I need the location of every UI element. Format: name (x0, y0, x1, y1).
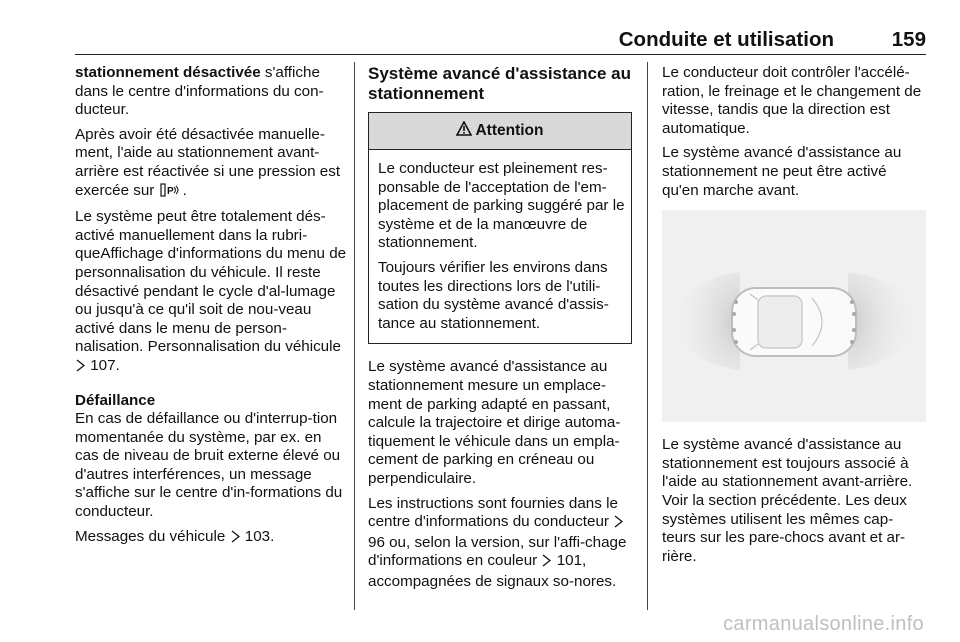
paragraph (75, 64, 347, 120)
paragraph: Toujours vérifier les environs dans toutes les directions lors de l'utili-sation du système avancé d'assis-tance au stationnement. (378, 258, 609, 332)
reference-arrow-icon (231, 530, 240, 549)
attention-body (369, 150, 631, 343)
subheading: Défaillance (75, 391, 156, 409)
paragraph: Le système avancé d'assistance au stationnement est toujours associé à l'aide au stationnement avant-arrière. Voir la section précédente. Les deux systèmes utilisent les mêmes cap-teurs sur les pare-chocs avant et ar-rière. (662, 436, 913, 565)
paragraph: Le système avancé d'assistance au stationnement ne peut être activé qu'en marche avant. (662, 144, 902, 199)
warning-triangle-icon (456, 121, 472, 142)
attention-box (368, 112, 632, 344)
column-divider (354, 62, 355, 610)
bold-term: stationnement désactivée (75, 64, 261, 81)
paragraph (75, 208, 347, 377)
section-heading: Système avancé d'assistance au stationnement (368, 64, 631, 103)
svg-text:P: P (166, 185, 174, 197)
paragraph-text: Après avoir été désactivée manuelle-ment, l'aide au stationnement avant-arrière est réactivée si une pression est exercée sur (75, 125, 341, 199)
paragraph-text: Le système peut être totalement dés-activé manuellement dans la rubri-queAffichage d'informations du menu de personnalisation du véhicule. Il reste désactivé pendant le cycle d'al-lumage ou jusqu'à ce qu'il soit de nou-veau activé dans le menu de person-nalisation. Personnalisation du véhicule (75, 208, 347, 356)
cross-reference[interactable]: 101, accompagnées de signaux so-nores. (368, 552, 617, 590)
attention-title (369, 113, 631, 150)
attention-label: Attention (475, 121, 544, 139)
paragraph-text: Les instructions sont fournies dans le centre d'informations du conducteur (368, 494, 618, 531)
cross-reference[interactable]: 107. (90, 356, 120, 374)
column-right (662, 64, 926, 572)
paragraph-text: . (182, 181, 187, 199)
reference-arrow-icon (542, 554, 551, 573)
paragraph (368, 495, 632, 592)
paragraph (75, 528, 347, 549)
cross-reference[interactable]: 96 ou, selon la version, sur l'affi-chage d'informations en couleur (368, 533, 627, 570)
paragraph: Le conducteur doit contrôler l'accélé-ration, le freinage et le changement de vitesse, tandis que la direction est automatique. (662, 64, 922, 137)
column-left (75, 64, 347, 554)
page-header (75, 28, 926, 55)
paragraph-text: Messages du véhicule (75, 527, 226, 545)
section-title: Conduite et utilisation (618, 28, 834, 51)
car-parking-sensors-illustration (662, 210, 926, 422)
paragraph: Le conducteur est pleinement res-ponsable de l'acceptation de l'em-placement de parking suggéré par le système et de la manœuvre de stationnement. (378, 160, 625, 252)
parking-assist-button-icon (160, 183, 182, 203)
column-middle (368, 64, 632, 597)
watermark: carmanualsonline.info (723, 613, 924, 635)
paragraph: Le système avancé d'assistance au stationnement mesure un emplace-ment de parking adapté en passant, calcule la trajectoire et dirige automa-tiquement le véhicule dans un empla-cement de parking en créneau ou perpendiculaire. (368, 358, 621, 487)
paragraph (75, 126, 347, 202)
reference-arrow-icon (614, 515, 623, 534)
cross-reference[interactable]: 103. (244, 527, 275, 545)
paragraph-text: s'affiche dans le centre d'informations du con-ducteur. (75, 64, 324, 119)
column-divider (647, 62, 648, 610)
reference-arrow-icon (76, 359, 85, 378)
page-number: 159 (891, 28, 926, 51)
paragraph: En cas de défaillance ou d'interrup-tion momentanée du système, par ex. en cas de niveau de bruit externe élevé ou d'autres interférences, un message s'affiche sur le centre d'in-formations du conducteur. (75, 410, 343, 521)
